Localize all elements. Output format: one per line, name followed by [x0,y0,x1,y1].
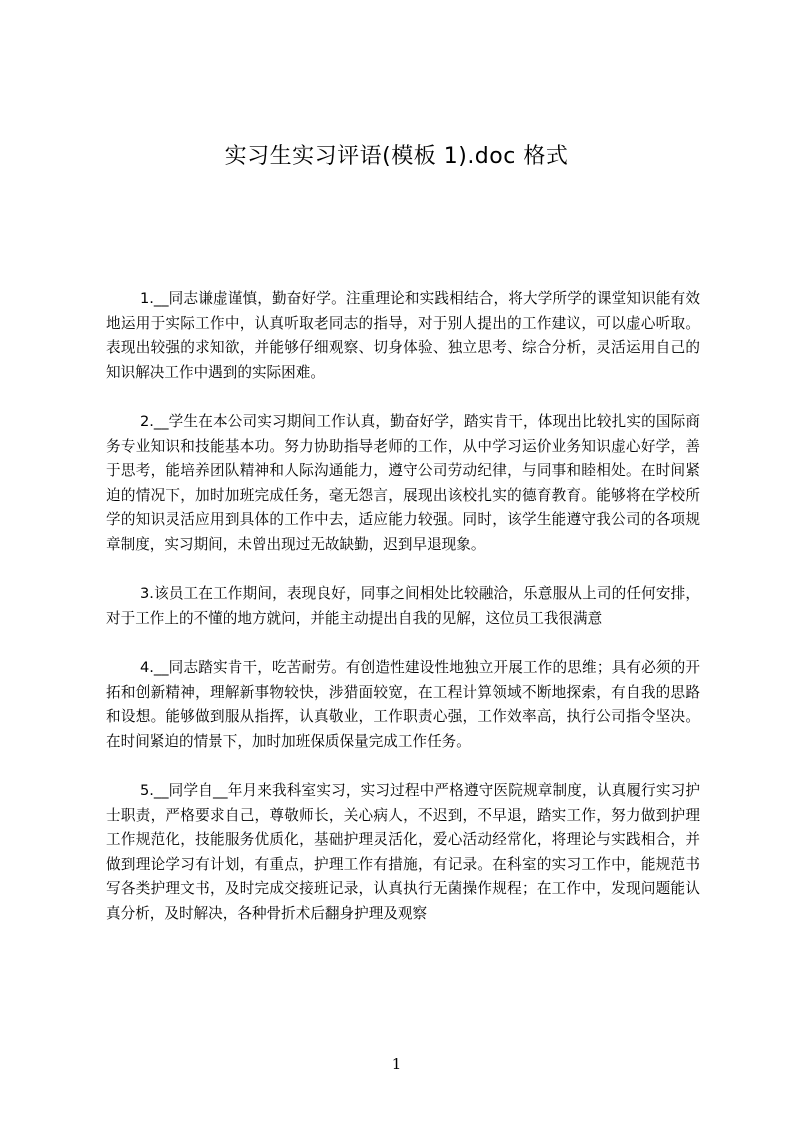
document-body [106,287,700,951]
paragraph-4: 4.__同志踏实肯干，吃苦耐劳。有创造性建设性地独立开展工作的思维；具有必须的开拓和创新精神，理解新事物较快，涉猎面较宽，在工程计算领域不断地探索，有自我的思路和设想。能够做到服从指挥，认真敬业，工作职责心强，工作效率高，执行公司指令坚决。在时间紧迫的情景下，加时加班保质保量完成工作任务。 [106,659,700,750]
document-title: 实习生实习评语(模板 1).doc 格式 [224,144,569,169]
page-number: 1 [391,1055,402,1073]
paragraph-3: 3.该员工在工作期间，表现良好，同事之间相处比较融洽，乐意服从上司的任何安排，对于工作上的不懂的地方就问，并能主动提出自我的见解，这位员工我很满意 [106,585,700,627]
paragraph-5: 5.__同学自__年月来我科室实习，实习过程中严格遵守医院规章制度，认真履行实习护士职责，严格要求自己，尊敬师长，关心病人，不迟到，不早退，踏实工作，努力做到护理工作规范化，技能服务优质化，基础护理灵活化，爱心活动经常化，将理论与实践相合，并做到理论学习有计划，有重点，护理工作有措施，有记录。在科室的实习工作中，能规范书写各类护理文书，及时完成交接班记录，认真执行无菌操作规程；在工作中，发现问题能认真分析，及时解决，各种骨折术后翻身护理及观察 [106,782,700,922]
paragraph-2: 2.__学生在本公司实习期间工作认真，勤奋好学，踏实肯干，体现出比较扎实的国际商务专业知识和技能基本功。努力协助指导老师的工作，从中学习运价业务知识虚心好学，善于思考，能培养团队精神和人际沟通能力，遵守公司劳动纪律，与同事和睦相处。在时间紧迫的情况下，加时加班完成任务，毫无怨言，展现出该校扎实的德育教育。能够将在学校所学的知识灵活应用到具体的工作中去，适应能力较强。同时，该学生能遵守我公司的各项规章制度，实习期间，未曾出现过无故缺勤，迟到早退现象。 [106,413,700,553]
paragraph-1: 1.__同志谦虚谨慎，勤奋好学。注重理论和实践相结合，将大学所学的课堂知识能有效地运用于实际工作中，认真听取老同志的指导，对于别人提出的工作建议，可以虚心听取。表现出较强的求知欲，并能够仔细观察、切身体验、独立思考、综合分析，灵活运用自己的知识解决工作中遇到的实际困难。 [106,290,700,381]
